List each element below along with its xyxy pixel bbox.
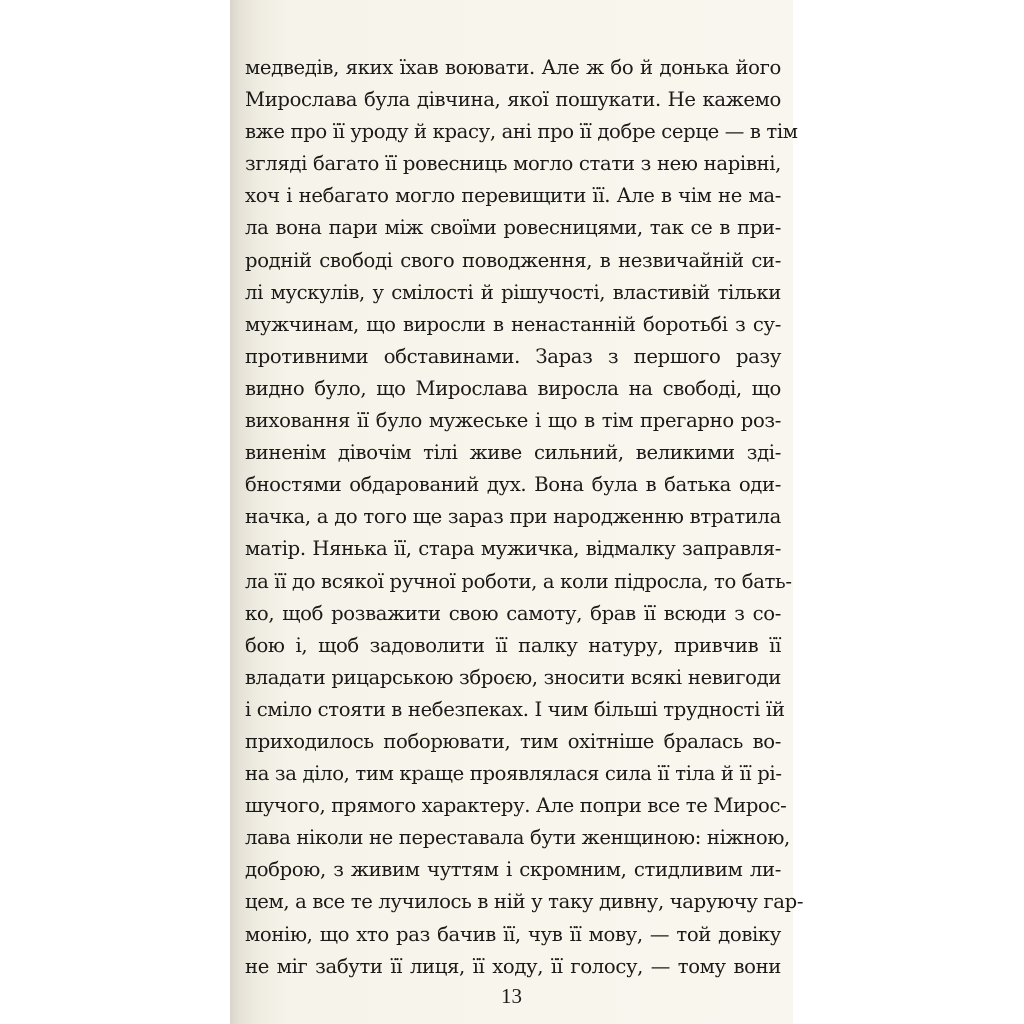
text-line: шучого, прямого характеру. Але попри все те Мирос- [245, 794, 787, 818]
text-line: мужчинам, що виросли в ненастанній боротьбі з су- [245, 312, 781, 336]
text-line: бностями обдарований дух. Вона була в батька оди- [245, 473, 781, 497]
text-line: не міг забути її лиця, її ходу, її голосу, — тому вони [245, 954, 781, 978]
text-line: ла її до всякої ручної роботи, а коли підросла, то бать- [245, 569, 792, 593]
text-line: на за діло, тим краще проявлялася сила її тіла й її рі- [245, 762, 782, 786]
text-line: хоч і небагато могло перевищити її. Але в чім не ма- [245, 184, 781, 208]
text-line: лі мускулів, у смілості й рішучості, властивій тільки [245, 280, 781, 304]
text-line: монію, що хто раз бачив її, чув її мову, — той довіку [245, 922, 781, 946]
text-line: ла вона пари між своїми ровесницями, так се в при- [245, 216, 781, 240]
text-line: доброю, з живим чуттям і скромним, стидливим ли- [245, 858, 781, 882]
text-line: згляді багато її ровесниць могло стати з нею нарівні, [245, 152, 781, 176]
text-line: матір. Нянька її, стара мужичка, відмалку заправля- [245, 537, 781, 561]
text-line: владати рицарською зброєю, зносити всякі невигоди [245, 665, 781, 689]
book-page [230, 0, 804, 1024]
text-line: противними обставинами. Зараз з першого разу [245, 344, 781, 368]
text-line: Мирослава була дівчина, якої пошукати. Не кажемо [245, 88, 781, 112]
text-line: ко, щоб розважити свою самоту, брав її всюди з со- [245, 601, 781, 625]
page-number: 13 [501, 984, 522, 1008]
text-line: виховання її було мужеське і що в тім прегарно роз- [245, 409, 781, 433]
text-line: лава ніколи не переставала бути женщиною: ніжною, [245, 826, 790, 850]
text-line: виненім дівочім тілі живе сильний, великими зді- [245, 441, 781, 465]
text-line: вже про її уроду й красу, ані про її добре серце — в тім [245, 120, 798, 144]
text-line: медведів, яких їхав воювати. Але ж бо й донька його [245, 56, 781, 79]
text-line: бою і, щоб задоволити її палку натуру, привчив її [245, 633, 781, 657]
text-line: начка, а до того ще зараз при народженню втратила [245, 505, 781, 529]
body-text [245, 52, 804, 983]
text-line: видно було, що Мирослава виросла на свободі, що [245, 376, 781, 400]
text-line: родній свободі свого поводження, в незвичайній си- [245, 248, 781, 272]
text-line: цем, а все те лучилось в ній у таку дивну, чаруючу гар- [245, 890, 804, 914]
text-line: приходилось поборювати, тим охітніше бралась во- [245, 729, 781, 753]
text-line: і сміло стояти в небезпеках. І чим більші трудності їй [245, 697, 785, 721]
